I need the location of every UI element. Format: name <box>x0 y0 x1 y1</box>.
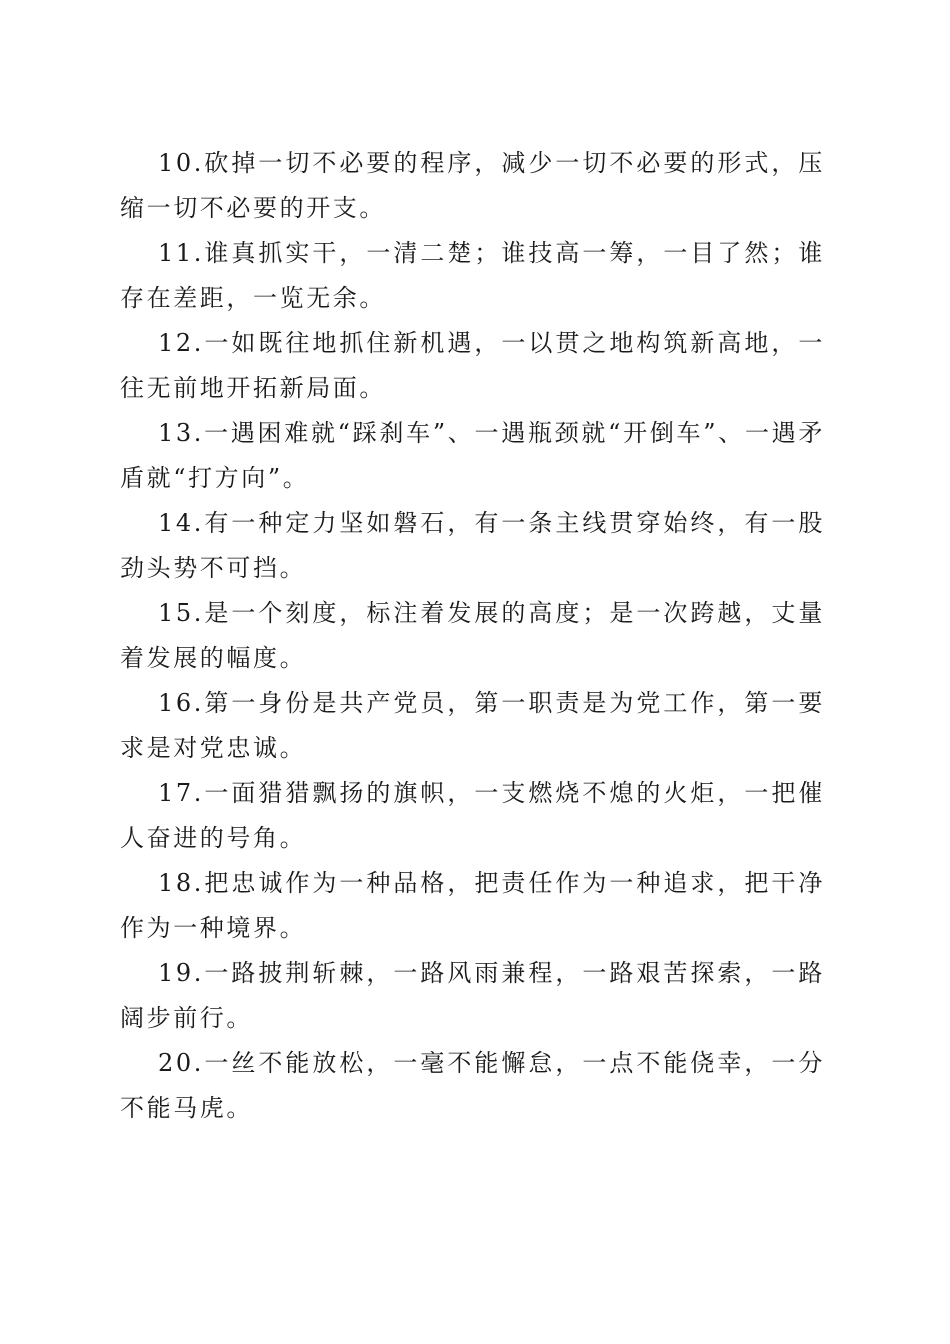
list-item: 16.第一身份是共产党员，第一职责是为党工作，第一要求是对党忠诚。 <box>120 689 825 762</box>
list-item: 17.一面猎猎飘扬的旗帜，一支燃烧不熄的火炬，一把催人奋进的号角。 <box>120 779 825 852</box>
list-item: 12.一如既往地抓住新机遇，一以贯之地构筑新高地，一往无前地开拓新局面。 <box>120 329 825 402</box>
list-item: 20.一丝不能放松，一毫不能懈怠，一点不能侥幸，一分不能马虎。 <box>120 1049 825 1122</box>
list-item: 19.一路披荆斩棘，一路风雨兼程，一路艰苦探索，一路阔步前行。 <box>120 959 825 1032</box>
list-item: 11.谁真抓实干，一清二楚；谁技高一筹，一目了然；谁存在差距，一览无余。 <box>120 239 825 312</box>
list-item: 13.一遇困难就“踩刹车”、一遇瓶颈就“开倒车”、一遇矛盾就“打方向”。 <box>120 419 825 492</box>
list-item: 18.把忠诚作为一种品格，把责任作为一种追求，把干净作为一种境界。 <box>120 869 825 942</box>
list-item: 14.有一种定力坚如磐石，有一条主线贯穿始终，有一股劲头势不可挡。 <box>120 509 825 582</box>
list-item: 10.砍掉一切不必要的程序，减少一切不必要的形式，压缩一切不必要的开支。 <box>120 149 825 222</box>
document-body <box>120 141 825 1131</box>
list-item: 15.是一个刻度，标注着发展的高度；是一次跨越，丈量着发展的幅度。 <box>120 599 825 672</box>
